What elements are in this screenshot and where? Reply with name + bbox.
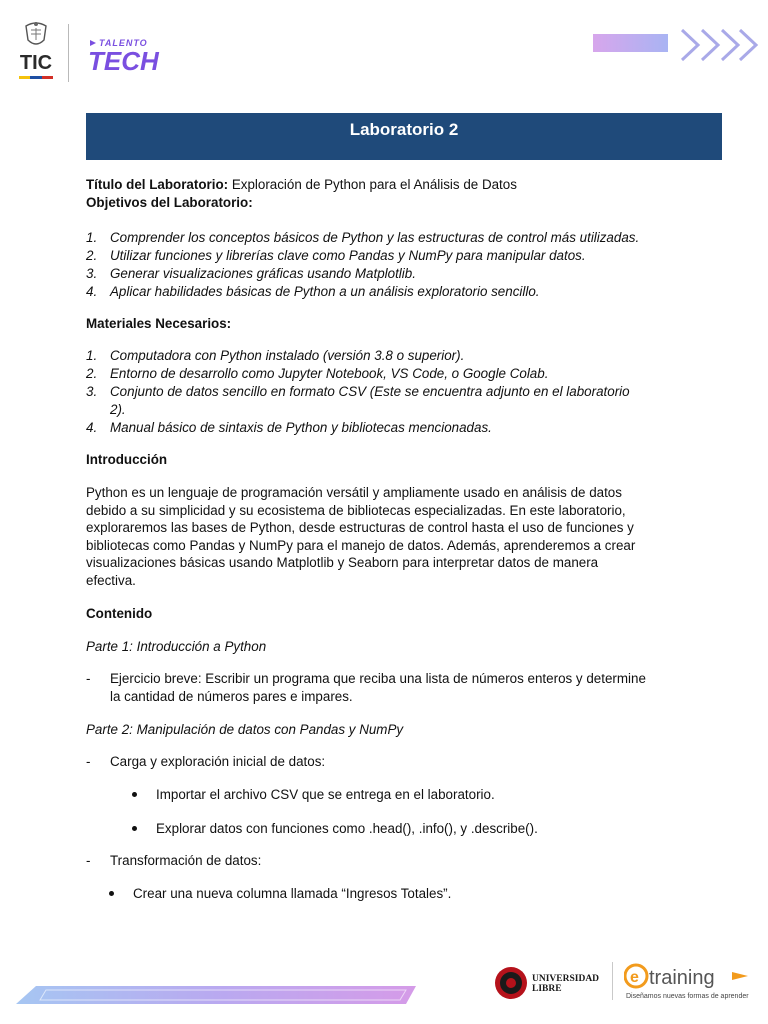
pencil-icon [732, 972, 748, 980]
material-item: 2. Entorno de desarrollo como Jupyter Notebook, VS Code, o Google Colab. [86, 366, 549, 381]
objective-item: 1. Comprender los conceptos básicos de Python y las estructuras de control más utilizadas. [86, 230, 640, 245]
part2-transform-item: - Transformación de datos: [86, 853, 262, 868]
etraining-e: e [630, 969, 639, 986]
header-divider [68, 24, 69, 82]
material-item: 4. Manual básico de sintaxis de Python y bibliotecas mencionadas. [86, 420, 492, 435]
colombia-crest-icon [22, 20, 50, 50]
tic-logo-text: TIC [19, 52, 53, 74]
part1-exercise: - Ejercicio breve: Escribir un programa que reciba una lista de números enteros y determine la cantidad de números pares e impares. [86, 671, 646, 704]
materials-heading: Materiales Necesarios: [86, 316, 232, 331]
objective-item: 4. Aplicar habilidades básicas de Python a un análisis exploratorio sencillo. [86, 284, 540, 299]
material-item-continuation: 2). [110, 402, 126, 417]
part2-title: Parte 2: Manipulación de datos con Pandas y NumPy [86, 722, 404, 737]
tech-text: TECH [88, 46, 159, 76]
talento-tech-logo [88, 30, 188, 76]
lab-title-label: Título del Laboratorio: [86, 177, 229, 192]
material-item: 1. Computadora con Python instalado (versión 3.8 o superior). [86, 348, 465, 363]
objective-item: 2. Utilizar funciones y librerías clave como Pandas y NumPy para manipular datos. [86, 248, 586, 263]
material-item: 3. Conjunto de datos sencillo en formato CSV (Este se encuentra adjunto en el laboratorio [86, 384, 630, 399]
lab-title-line [86, 176, 517, 194]
chevrons-icon [680, 26, 760, 64]
part1-title: Parte 1: Introducción a Python [86, 639, 267, 654]
intro-heading: Introducción [86, 452, 168, 467]
universidad-libre-logo [494, 966, 604, 1000]
objectives-heading: Objetivos del Laboratorio: [86, 195, 253, 210]
talento-text: TALENTO [99, 38, 148, 48]
objective-item: 3. Generar visualizaciones gráficas usando Matplotlib. [86, 266, 416, 281]
header-gradient-bar [593, 34, 668, 52]
tic-logo [16, 20, 56, 79]
colombia-flag-stripe [19, 76, 53, 79]
bullet-item: Crear una nueva columna llamada “Ingresos Totales”. [133, 885, 451, 903]
intro-paragraph: Python es un lenguaje de programación versátil y ampliamente usado en análisis de datos debido a su simplicidad y su ecosistema de bibliotecas especializadas. En este laboratorio, exploraremos las bases de Python, desde estructuras de control hasta el uso de funciones y bibliotecas como Pandas y NumPy para el manejo de datos. Además, aprenderemos a crear visualizaciones básicas usando Matplotlib y Seaborn para interpretar datos de manera efectiva. [86, 485, 636, 588]
ul-name-1: UNIVERSIDAD [532, 974, 600, 984]
etraining-word: training [649, 967, 715, 989]
lab-title-value: Exploración de Python para el Análisis de Datos [231, 177, 517, 192]
bullet-item: Importar el archivo CSV que se entrega en el laboratorio. [156, 786, 495, 804]
content-heading: Contenido [86, 606, 153, 621]
page-title: Laboratorio 2 [86, 113, 722, 160]
footer-divider [612, 962, 613, 1000]
bullet-item: Explorar datos con funciones como .head(), .info(), y .describe(). [156, 820, 538, 838]
ul-name-2: LIBRE [532, 984, 562, 994]
footer-gradient-band [16, 986, 416, 1004]
part2-load-item: - Carga y exploración inicial de datos: [86, 754, 326, 769]
etraining-tagline: Diseñamos nuevas formas de aprender [626, 993, 749, 1000]
etraining-logo [624, 962, 764, 1002]
